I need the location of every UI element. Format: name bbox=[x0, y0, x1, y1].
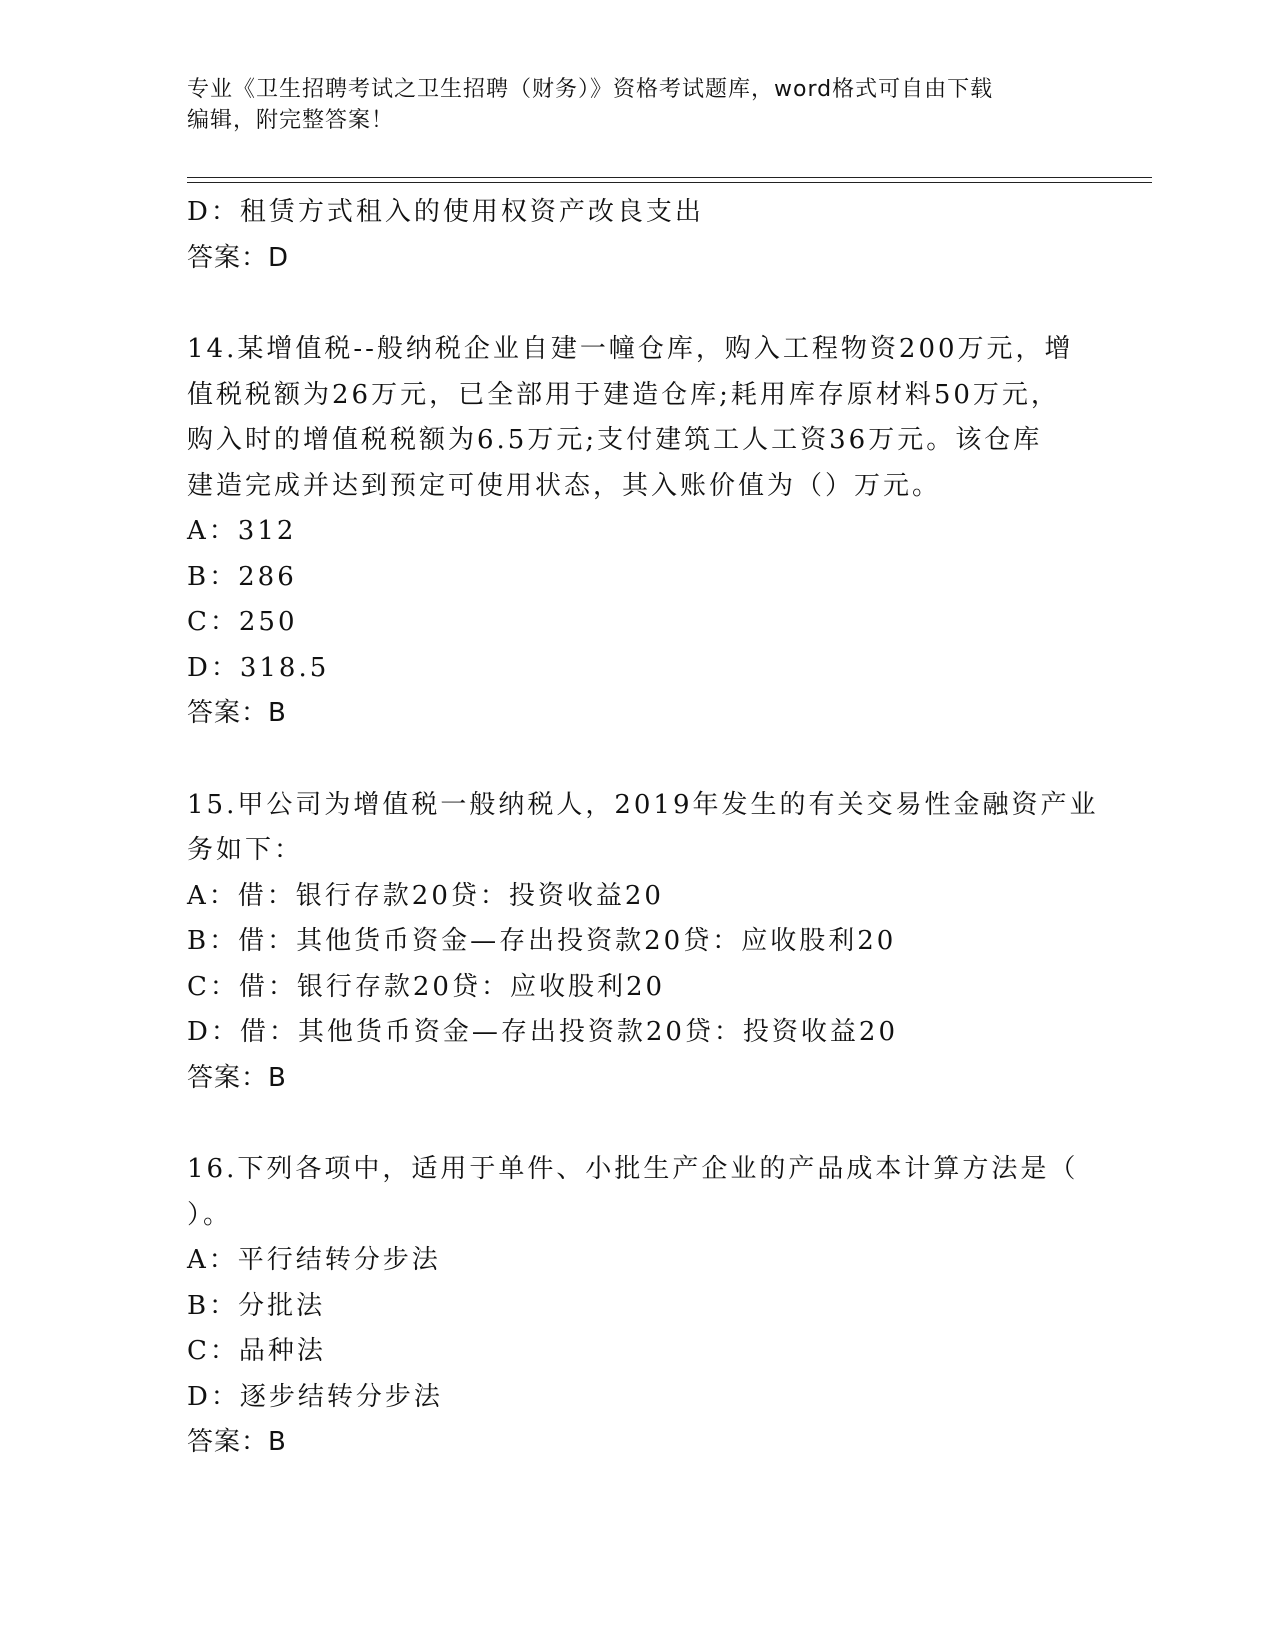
option-c: C：250 bbox=[187, 607, 298, 637]
question-text-line: 购入时的增值税税额为6.5万元;支付建筑工人工资36万元。该仓库 bbox=[187, 425, 1043, 455]
option-c: C：品种法 bbox=[187, 1336, 326, 1366]
question-spacer bbox=[187, 281, 1087, 327]
option-d: D：借：其他货币资金—存出投资款20贷：投资收益20 bbox=[187, 1017, 899, 1047]
question-16 bbox=[187, 1147, 1087, 1466]
header-rule-top bbox=[187, 177, 1152, 178]
question-spacer bbox=[187, 737, 1087, 783]
question-text-line: 建造完成并达到预定可使用状态，其入账价值为（）万元。 bbox=[187, 470, 942, 501]
question-text-line: ）。 bbox=[187, 1199, 233, 1230]
question-text-line: 16.下列各项中，适用于单件、小批生产企业的产品成本计算方法是（ bbox=[187, 1154, 1079, 1184]
option-a: A：平行结转分步法 bbox=[187, 1245, 441, 1275]
document-header bbox=[187, 74, 1087, 136]
answer-line: 答案：B bbox=[187, 1062, 287, 1093]
document-body bbox=[187, 190, 1099, 1466]
option-c: C：借：银行存款20贷：应收股利20 bbox=[187, 971, 666, 1002]
answer-line: 答案：D bbox=[187, 242, 290, 273]
question-spacer bbox=[187, 1101, 1087, 1147]
header-rule-bottom bbox=[187, 182, 1152, 183]
question-text-line: 15.甲公司为增值税一般纳税人，2019年发生的有关交易性金融资产业 bbox=[187, 789, 1099, 820]
option-d: D：逐步结转分步法 bbox=[187, 1381, 443, 1412]
option-b: B：286 bbox=[187, 561, 297, 592]
question-text-line: 务如下： bbox=[187, 835, 304, 865]
header-line-1: 专业《卫生招聘考试之卫生招聘（财务）》资格考试题库，word格式可自由下载 bbox=[187, 77, 994, 102]
header-line-2: 编辑，附完整答案！ bbox=[187, 108, 395, 133]
question-text-line: 值税税额为26万元，已全部用于建造仓库;耗用库存原材料50万元， bbox=[187, 379, 1060, 410]
question-15 bbox=[187, 783, 1099, 1102]
answer-line: 答案：B bbox=[187, 1427, 287, 1457]
question-14 bbox=[187, 327, 1087, 737]
option-b: B：分批法 bbox=[187, 1290, 326, 1321]
question-13-tail bbox=[187, 190, 1087, 281]
option-d: D：租赁方式租入的使用权资产改良支出 bbox=[187, 197, 704, 227]
question-text-line: 14.某增值税--般纳税企业自建一幢仓库，购入工程物资200万元，增 bbox=[187, 334, 1074, 364]
answer-line: 答案：B bbox=[187, 698, 287, 728]
option-a: A：借：银行存款20贷：投资收益20 bbox=[187, 880, 664, 911]
option-b: B：借：其他货币资金—存出投资款20贷：应收股利20 bbox=[187, 926, 897, 956]
option-d: D：318.5 bbox=[187, 652, 330, 683]
option-a: A：312 bbox=[187, 516, 297, 546]
